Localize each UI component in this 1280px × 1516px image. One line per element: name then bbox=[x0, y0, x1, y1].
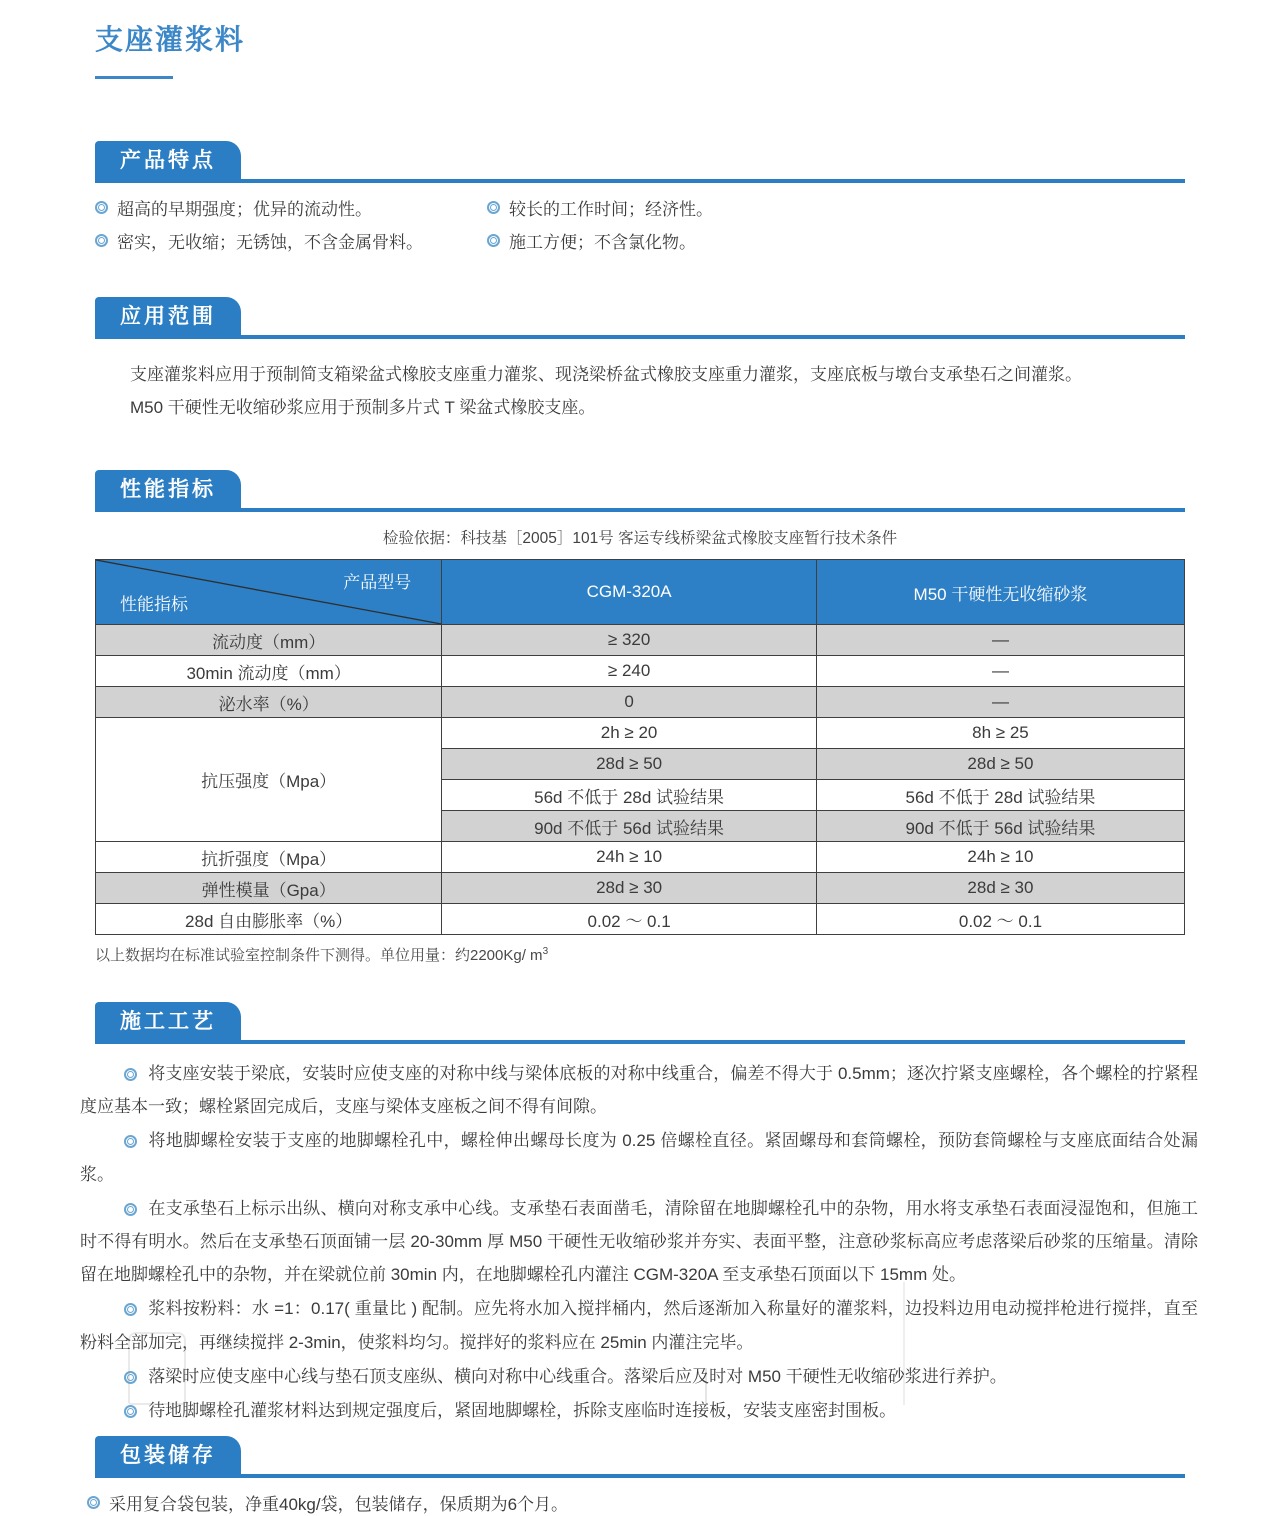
table-row bbox=[96, 718, 1185, 749]
ring-bullet-icon bbox=[95, 234, 108, 247]
feature-text: 较长的工作时间；经济性。 bbox=[509, 200, 713, 219]
features-list bbox=[95, 200, 1185, 253]
feature-item bbox=[487, 200, 1185, 220]
cell-cgm: 90d 不低于 56d 试验结果 bbox=[442, 811, 817, 842]
table-row bbox=[96, 625, 1185, 656]
scope-line: 支座灌浆料应用于预制简支箱梁盆式橡胶支座重力灌浆、现浇梁桥盆式橡胶支座重力灌浆，支座底板与墩台支承垫石之间灌浆。 bbox=[130, 365, 1082, 384]
section-packaging bbox=[95, 1436, 1185, 1516]
section-process bbox=[80, 1002, 1198, 1427]
feature-item bbox=[95, 233, 487, 253]
feature-text: 超高的早期强度；优异的流动性。 bbox=[117, 200, 372, 219]
title-underline bbox=[95, 76, 173, 79]
section-badge-packaging: 包装储存 bbox=[95, 1436, 241, 1474]
ring-bullet-icon bbox=[124, 1371, 137, 1384]
table-header-row bbox=[96, 560, 1185, 625]
section-badge-performance: 性能指标 bbox=[95, 470, 241, 508]
column-header-m50: M50 干硬性无收缩砂浆 bbox=[816, 560, 1184, 625]
footnote-superscript: 3 bbox=[542, 946, 549, 957]
cell-cgm: 28d ≥ 50 bbox=[442, 749, 817, 780]
process-step bbox=[80, 1124, 1198, 1190]
table-row bbox=[96, 842, 1185, 873]
cell-cgm: ≥ 240 bbox=[442, 656, 817, 687]
section-badge-features: 产品特点 bbox=[95, 141, 241, 179]
process-step-text: 将支座安装于梁底，安装时应使支座的对称中线与梁体底板的对称中线重合，偏差不得大于 0.5mm；逐次拧紧支座螺栓，各个螺栓的拧紧程度应基本一致；螺栓紧固完成后，支座与梁体支座板之间不得有间隙。 bbox=[80, 1064, 1198, 1117]
table-row bbox=[96, 904, 1185, 935]
ring-bullet-icon bbox=[487, 201, 500, 214]
cell-m50: 8h ≥ 25 bbox=[816, 718, 1184, 749]
process-step bbox=[80, 1192, 1198, 1292]
section-header bbox=[95, 470, 1185, 512]
packaging-item bbox=[87, 1494, 1185, 1516]
cell-cgm: 0.02 ～ 0.1 bbox=[442, 904, 817, 935]
corner-label-product-model: 产品型号 bbox=[343, 573, 412, 592]
cell-m50: 0.02 ～ 0.1 bbox=[816, 904, 1184, 935]
ring-bullet-icon bbox=[124, 1303, 137, 1316]
section-header bbox=[95, 141, 1185, 183]
cell-cgm: ≥ 320 bbox=[442, 625, 817, 656]
cell-m50: — bbox=[816, 656, 1184, 687]
cell-cgm: 28d ≥ 30 bbox=[442, 873, 817, 904]
test-basis-text: 检验依据：科技基［2005］101号 客运专线桥梁盆式橡胶支座暂行技术条件 bbox=[382, 530, 898, 547]
performance-table bbox=[95, 559, 1185, 935]
feature-text: 密实，无收缩；无锈蚀，不含金属骨料。 bbox=[117, 233, 423, 252]
process-step bbox=[80, 1360, 1198, 1393]
cell-cgm: 56d 不低于 28d 试验结果 bbox=[442, 780, 817, 811]
row-label: 抗折强度（Mpa） bbox=[96, 842, 442, 873]
cell-cgm: 24h ≥ 10 bbox=[442, 842, 817, 873]
scope-line: M50 干硬性无收缩砂浆应用于预制多片式 T 梁盆式橡胶支座。 bbox=[130, 398, 596, 417]
row-label: 泌水率（%） bbox=[96, 687, 442, 718]
section-header bbox=[95, 297, 1185, 339]
ring-bullet-icon bbox=[124, 1203, 137, 1216]
section-performance bbox=[95, 470, 1185, 965]
cell-cgm: 2h ≥ 20 bbox=[442, 718, 817, 749]
section-badge-scope: 应用范围 bbox=[95, 297, 241, 335]
feature-item bbox=[95, 200, 487, 220]
row-label: 弹性模量（Gpa） bbox=[96, 873, 442, 904]
ring-bullet-icon bbox=[124, 1405, 137, 1418]
process-step-text: 浆料按粉料：水 =1：0.17( 重量比 ) 配制。应先将水加入搅拌桶内，然后逐渐加入称量好的灌浆料，边投料边用电动搅拌枪进行搅拌，直至粉料全部加完，再继续搅拌 2-3min，使浆料均匀。搅拌好的浆料应在 25min 内灌注完毕。 bbox=[80, 1299, 1198, 1352]
diagonal-header-cell bbox=[96, 560, 442, 625]
page-title: 支座灌浆料 bbox=[95, 24, 246, 55]
scope-body bbox=[95, 358, 1185, 424]
table-row bbox=[96, 656, 1185, 687]
ring-bullet-icon bbox=[124, 1068, 137, 1081]
cell-m50: 24h ≥ 10 bbox=[816, 842, 1184, 873]
row-label: 30min 流动度（mm） bbox=[96, 656, 442, 687]
process-step-text: 待地脚螺栓孔灌浆材料达到规定强度后，紧固地脚螺栓，拆除支座临时连接板，安装支座密封围板。 bbox=[148, 1401, 897, 1421]
row-label-compressive: 抗压强度（Mpa） bbox=[96, 718, 442, 842]
process-step-text: 在支承垫石上标示出纵、横向对称支承中心线。支承垫石表面凿毛，清除留在地脚螺栓孔中的杂物，用水将支承垫石表面浸湿饱和，但施工时不得有明水。然后在支承垫石顶面铺一层 20-30mm 厚 M50 干硬性无收缩砂浆并夯实、表面平整，注意砂浆标高应考虑落梁后砂浆的压缩量。清除留在地脚螺栓孔中的杂物，并在梁就位前 30min 内，在地脚螺栓孔内灌注 CGM-320A 至支承垫石顶面以下 15mm 处。 bbox=[80, 1198, 1198, 1285]
section-header bbox=[95, 1002, 1185, 1044]
ring-bullet-icon bbox=[487, 234, 500, 247]
section-scope bbox=[95, 297, 1185, 424]
cell-m50: 28d ≥ 30 bbox=[816, 873, 1184, 904]
packaging-body bbox=[87, 1494, 1185, 1516]
section-header bbox=[95, 1436, 1185, 1478]
process-step bbox=[80, 1057, 1198, 1123]
section-badge-process: 施工工艺 bbox=[95, 1002, 241, 1040]
cell-m50: — bbox=[816, 625, 1184, 656]
cell-cgm: 0 bbox=[442, 687, 817, 718]
corner-label-performance-index: 性能指标 bbox=[120, 595, 188, 614]
feature-text: 施工方便；不含氯化物。 bbox=[509, 233, 696, 252]
row-label: 28d 自由膨胀率（%） bbox=[96, 904, 442, 935]
cell-m50: 90d 不低于 56d 试验结果 bbox=[816, 811, 1184, 842]
table-row bbox=[96, 687, 1185, 718]
cell-m50: 56d 不低于 28d 试验结果 bbox=[816, 780, 1184, 811]
cell-m50: — bbox=[816, 687, 1184, 718]
packaging-text: 采用复合袋包装，净重40kg/袋，包装储存，保质期为6个月。 bbox=[109, 1495, 569, 1515]
ring-bullet-icon bbox=[87, 1496, 100, 1509]
ring-bullet-icon bbox=[124, 1135, 137, 1148]
section-features bbox=[95, 141, 1185, 253]
feature-item bbox=[487, 233, 1185, 253]
table-footnote bbox=[95, 944, 1185, 965]
process-step-text: 落梁时应使支座中心线与垫石顶支座纵、横向对称中心线重合。落梁后应及时对 M50 干硬性无收缩砂浆进行养护。 bbox=[148, 1366, 1007, 1386]
process-step bbox=[80, 1394, 1198, 1427]
cell-m50: 28d ≥ 50 bbox=[816, 749, 1184, 780]
column-header-cgm: CGM-320A bbox=[442, 560, 817, 625]
process-step-text: 将地脚螺栓安装于支座的地脚螺栓孔中，螺栓伸出螺母长度为 0.25 倍螺栓直径。紧固螺母和套筒螺栓，预防套筒螺栓与支座底面结合处漏浆。 bbox=[80, 1131, 1198, 1184]
table-row bbox=[96, 873, 1185, 904]
process-body bbox=[80, 1057, 1198, 1427]
footnote-text: 以上数据均在标准试验室控制条件下测得。单位用量：约2200Kg/ m bbox=[95, 947, 543, 964]
process-step bbox=[80, 1292, 1198, 1358]
ring-bullet-icon bbox=[95, 201, 108, 214]
row-label: 流动度（mm） bbox=[96, 625, 442, 656]
